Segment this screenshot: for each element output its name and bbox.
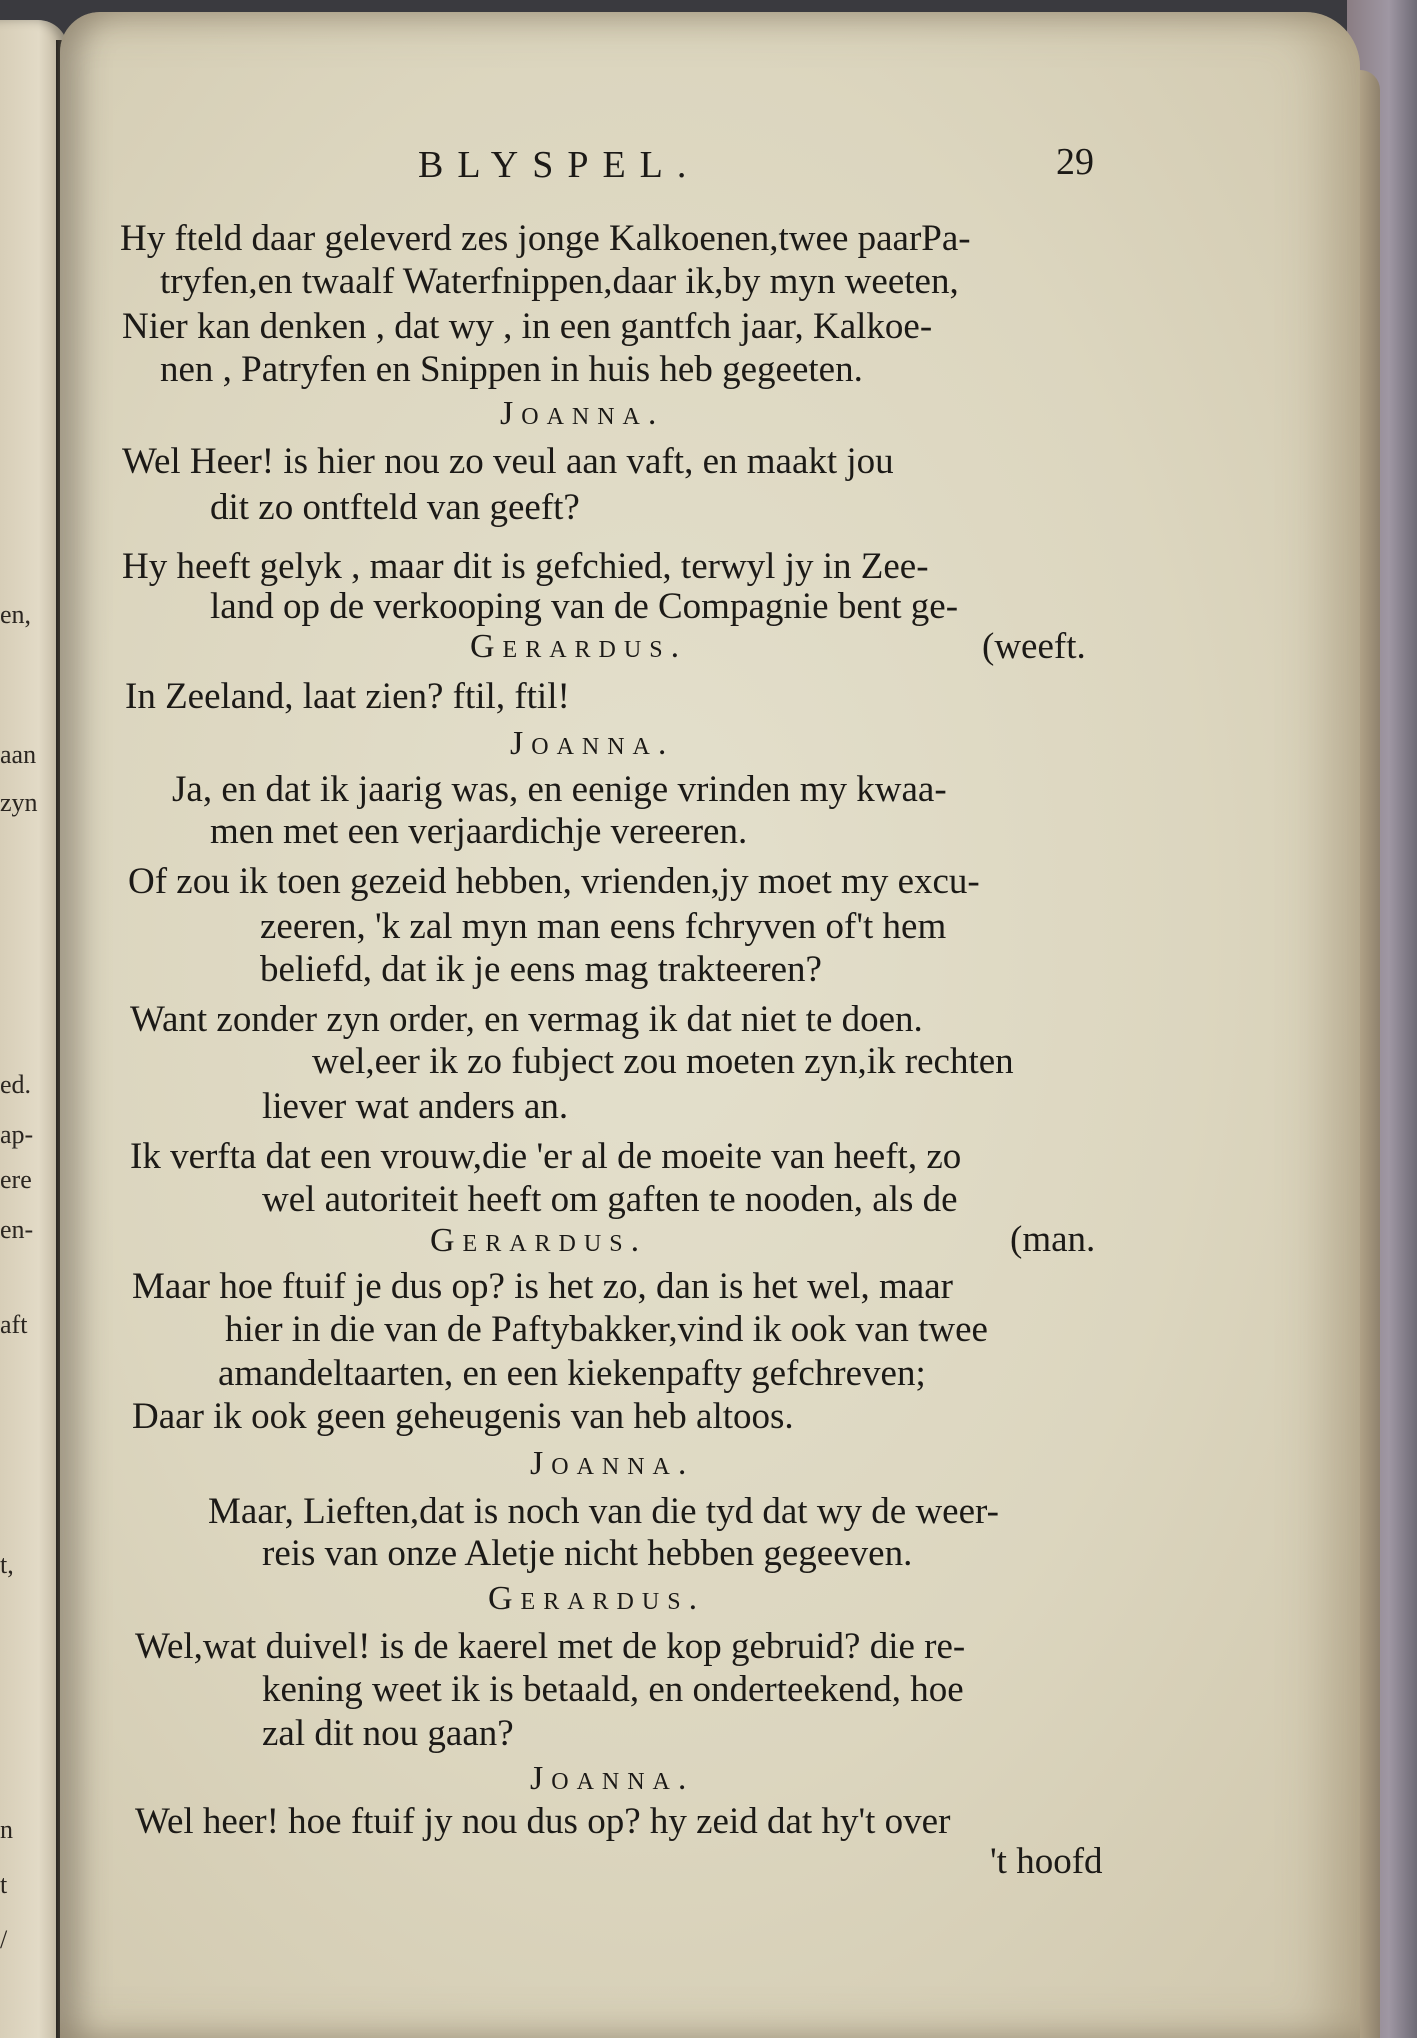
text-line: Of zou ik toen gezeid hebben, vrienden,jy moet my excu- <box>128 861 980 902</box>
text-line: Daar ik ook geen geheugenis van heb altoos. <box>132 1396 794 1437</box>
text-line: Hy heeft gelyk , maar dit is gefchied, terwyl jy in Zee- <box>122 546 929 587</box>
left-page-fragment: aft <box>0 1310 28 1339</box>
text-line: beliefd, dat ik je eens mag trakteeren? <box>260 949 822 990</box>
speaker-heading: Gerardus. <box>430 1222 648 1259</box>
running-title: BLYSPEL. <box>418 144 701 186</box>
text-line: 't hoofd <box>990 1841 1103 1882</box>
text-line: Nier kan denken , dat wy , in een gantfch jaar, Kalkoe- <box>122 306 933 347</box>
text-line: Ik verfta dat een vrouw,die 'er al de moeite van heeft, zo <box>130 1136 962 1177</box>
text-line: liever wat anders an. <box>262 1086 569 1127</box>
text-line: Wel Heer! is hier nou zo veul aan vaft, en maakt jou <box>122 441 894 482</box>
left-page-fragment: t, <box>0 1550 14 1579</box>
speaker-heading: Joanna. <box>500 395 665 432</box>
speaker-heading: Gerardus. <box>470 628 688 665</box>
text-line: Wel heer! hoe ftuif jy nou dus op? hy zeid dat hy't over <box>135 1801 951 1842</box>
text-line: In Zeeland, laat zien? ftil, ftil! <box>125 676 570 717</box>
left-page-fragment: n <box>0 1815 13 1844</box>
left-page-fragment: ed. <box>0 1070 32 1099</box>
text-line: (weeft. <box>982 626 1086 667</box>
text-line: dit zo ontfteld van geeft? <box>210 487 580 528</box>
left-page-fragment: ap- <box>0 1120 34 1149</box>
left-page-fragment: t <box>0 1870 8 1899</box>
speaker-heading: Joanna. <box>530 1760 695 1797</box>
speaker-heading: Joanna. <box>510 725 675 762</box>
text-line: wel autoriteit heeft om gaften te nooden, als de <box>262 1179 958 1220</box>
text-line: hier in die van de Paftybakker,vind ik ook van twee <box>225 1309 988 1350</box>
text-line: zeeren, 'k zal myn man eens fchryven of't hem <box>260 906 947 947</box>
text-line: reis van onze Aletje nicht hebben gegeeven. <box>262 1533 913 1574</box>
speaker-heading: Joanna. <box>530 1445 695 1482</box>
left-page-fragment: zyn <box>0 788 38 817</box>
text-line: (man. <box>1010 1219 1096 1260</box>
text-line: nen , Patryfen en Snippen in huis heb gegeeten. <box>160 349 863 390</box>
page-number: 29 <box>1056 141 1094 183</box>
text-line: land op de verkooping van de Compagnie bent ge- <box>210 586 959 627</box>
left-page-fragment: / <box>0 1925 8 1954</box>
text-line: Want zonder zyn order, en vermag ik dat niet te doen. <box>130 999 923 1040</box>
left-page-fragment: en- <box>0 1215 34 1244</box>
text-line: Ja, en dat ik jaarig was, en eenige vrinden my kwaa- <box>172 769 947 810</box>
text-line: Wel,wat duivel! is de kaerel met de kop gebruid? die re- <box>135 1626 966 1667</box>
text-line: Maar, Lieften,dat is noch van die tyd dat wy de weer- <box>208 1491 999 1532</box>
left-page-fragment: aan <box>0 740 37 769</box>
text-line: tryfen,en twaalf Waterfnippen,daar ik,by myn weeten, <box>160 261 959 302</box>
left-page-fragment: en, <box>0 600 32 629</box>
text-line: kening weet ik is betaald, en onderteekend, hoe <box>262 1669 964 1710</box>
speaker-heading: Gerardus. <box>488 1580 706 1617</box>
text-line: men met een verjaardichje vereeren. <box>210 811 748 852</box>
text-line: Hy fteld daar geleverd zes jonge Kalkoenen,twee paarPa- <box>120 218 971 259</box>
text-line: Maar hoe ftuif je dus op? is het zo, dan is het wel, maar <box>132 1266 953 1307</box>
left-page-fragment: ere <box>0 1165 32 1194</box>
text-line: zal dit nou gaan? <box>262 1713 514 1754</box>
text-line: amandeltaarten, en een kiekenpafty gefchreven; <box>218 1353 926 1394</box>
text-line: wel,eer ik zo fubject zou moeten zyn,ik rechten <box>312 1041 1014 1082</box>
